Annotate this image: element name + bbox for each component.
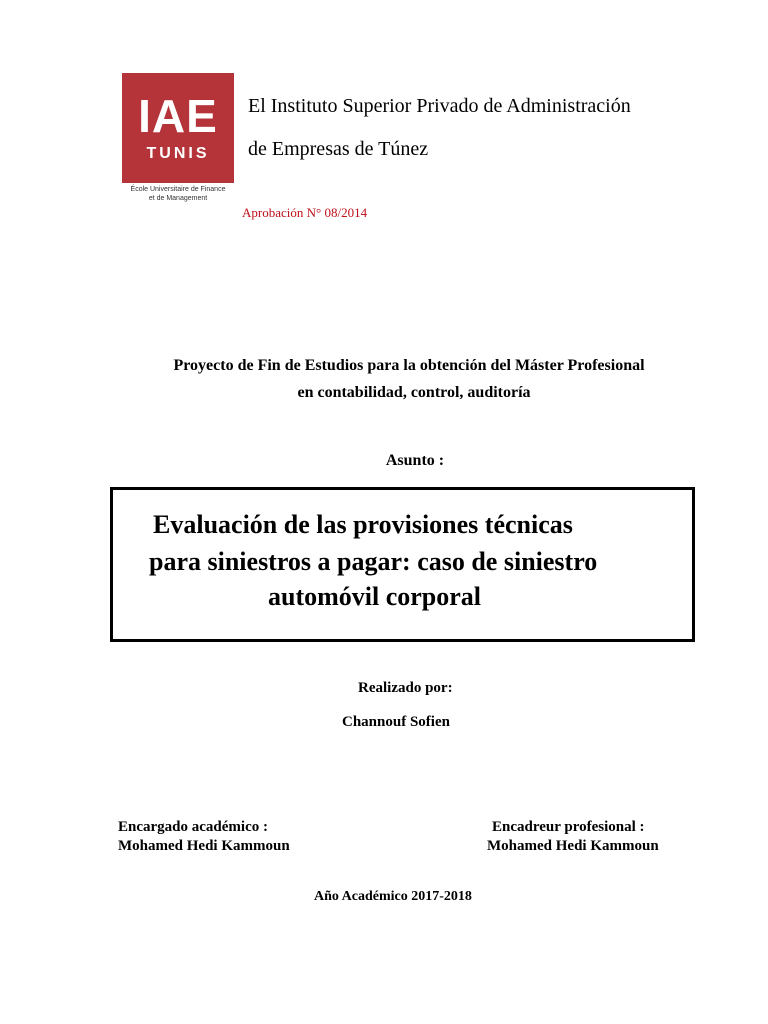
project-line1: Proyecto de Fin de Estudios para la obtención del Máster Profesional: [173, 357, 645, 374]
iae-tunis-logo: [122, 73, 234, 183]
logo-main-text: IAE: [138, 90, 218, 142]
professional-supervisor-name: Mohamed Hedi Kammoun: [487, 838, 659, 854]
academic-supervisor-name: Mohamed Hedi Kammoun: [118, 838, 290, 854]
logo-sub-text: TUNIS: [146, 145, 210, 162]
logo-caption: [118, 185, 238, 203]
academic-supervisor-label: Encargado académico :: [118, 819, 268, 835]
title-line3: automóvil corporal: [268, 582, 482, 611]
institution-name-line1: El Instituto Superior Privado de Administración: [248, 95, 631, 117]
logo-caption-line2: et de Management: [148, 195, 208, 202]
author-label: Realizado por:: [358, 680, 453, 696]
approval-number: Aprobación N° 08/2014: [242, 205, 368, 220]
project-line2: en contabilidad, control, auditoría: [297, 384, 531, 401]
subject-label: Asunto :: [385, 452, 445, 469]
academic-year: Año Académico 2017-2018: [314, 889, 472, 904]
logo-caption-line1: École Universitaire de Finance: [130, 186, 226, 193]
author-name: Channouf Sofien: [342, 714, 450, 730]
title-line2: para siniestros a pagar: caso de siniestro: [149, 547, 598, 576]
institution-name-line2: de Empresas de Túnez: [248, 138, 429, 160]
title-line1: Evaluación de las provisiones técnicas: [153, 510, 573, 539]
professional-supervisor-label: Encadreur profesional :: [492, 819, 645, 835]
